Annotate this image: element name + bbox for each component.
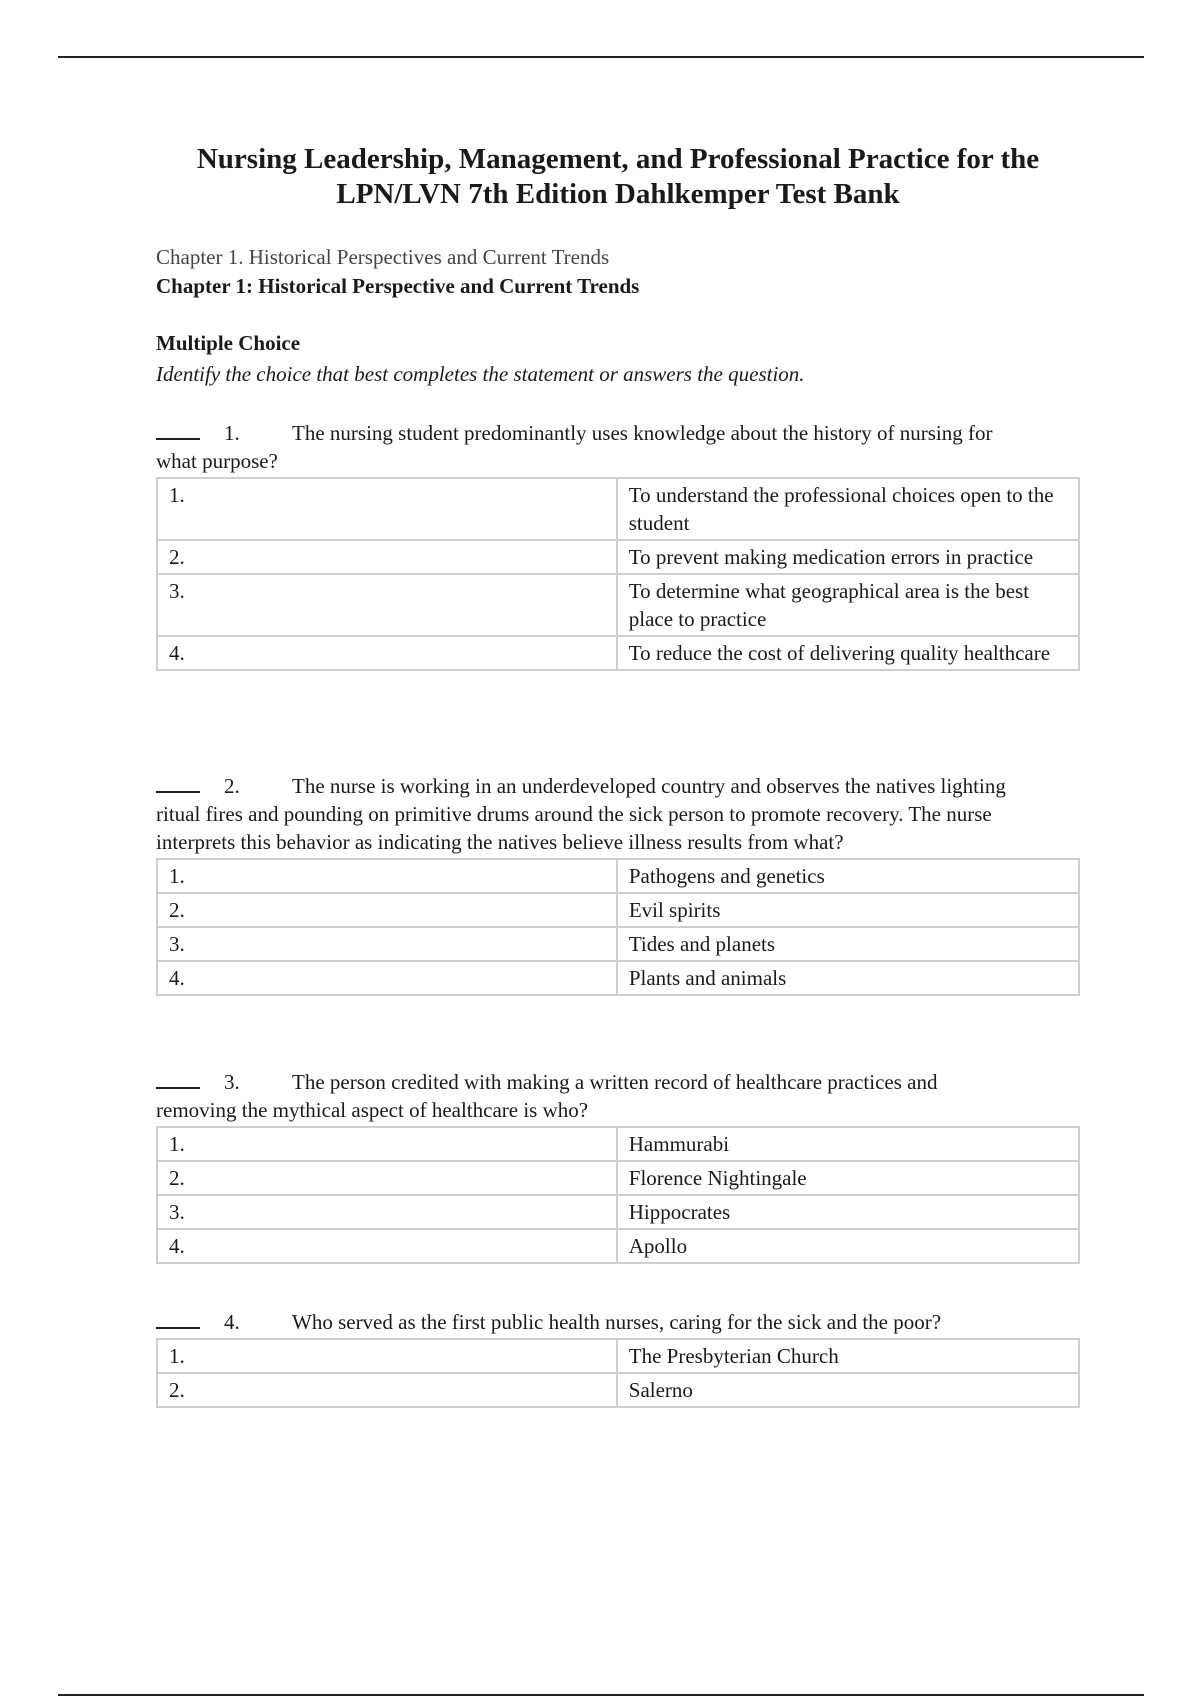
question-stem <box>156 772 1006 856</box>
choice-number: 2. <box>157 893 617 927</box>
choice-row <box>157 893 1079 927</box>
choice-row <box>157 574 1079 636</box>
choice-row <box>157 961 1079 995</box>
choice-number: 4. <box>157 961 617 995</box>
bottom-rule <box>58 1694 1144 1696</box>
choice-text: To determine what geographical area is the best place to practice <box>617 574 1079 636</box>
question-stem <box>156 1308 1006 1336</box>
question-number: 4. <box>224 1310 240 1334</box>
choice-text: Hippocrates <box>617 1195 1079 1229</box>
choice-text: To understand the professional choices open to the student <box>617 478 1079 540</box>
chapter-heading: Chapter 1: Historical Perspective and Current Trends <box>156 274 640 298</box>
question-text: The nursing student predominantly uses knowledge about the history of nursing for what purpose? <box>156 421 993 473</box>
choice-number: 2. <box>157 1161 617 1195</box>
question-3 <box>156 1068 1080 1264</box>
choice-row <box>157 540 1079 574</box>
question-stem <box>156 419 1006 475</box>
question-4 <box>156 1308 1080 1408</box>
title-line-2: LPN/LVN 7th Edition Dahlkemper Test Bank <box>336 178 900 210</box>
answer-blank <box>156 1309 200 1329</box>
choice-number: 1. <box>157 859 617 893</box>
choice-number: 3. <box>157 574 617 636</box>
choice-row <box>157 636 1079 670</box>
choice-row <box>157 1161 1079 1195</box>
choices-table <box>156 477 1080 671</box>
choice-text: Apollo <box>617 1229 1079 1263</box>
choice-number: 1. <box>157 478 617 540</box>
document-title <box>156 142 1080 212</box>
choice-number: 2. <box>157 540 617 574</box>
top-rule <box>58 56 1144 58</box>
choice-row <box>157 1373 1079 1407</box>
answer-blank <box>156 773 200 793</box>
choice-row <box>157 1339 1079 1373</box>
question-number: 3. <box>224 1070 240 1094</box>
question-number: 2. <box>224 774 240 798</box>
title-line-1: Nursing Leadership, Management, and Professional Practice for the <box>196 143 1040 175</box>
section-heading: Multiple Choice <box>156 331 301 355</box>
choices-table <box>156 1338 1080 1408</box>
choice-row <box>157 859 1079 893</box>
question-1 <box>156 419 1080 671</box>
choice-number: 4. <box>157 1229 617 1263</box>
question-text: The person credited with making a written record of healthcare practices and removing the mythical aspect of healthcare is who? <box>156 1070 938 1122</box>
choice-text: The Presbyterian Church <box>617 1339 1079 1373</box>
chapter-subtitle: Chapter 1. Historical Perspectives and Current Trends <box>156 245 610 269</box>
question-text: Who served as the first public health nurses, caring for the sick and the poor? <box>292 1310 942 1334</box>
choice-row <box>157 1127 1079 1161</box>
choice-text: Tides and planets <box>617 927 1079 961</box>
choice-text: Florence Nightingale <box>617 1161 1079 1195</box>
choice-number: 4. <box>157 636 617 670</box>
choices-table <box>156 858 1080 996</box>
choice-text: Evil spirits <box>617 893 1079 927</box>
choice-number: 1. <box>157 1127 617 1161</box>
choice-row <box>157 1195 1079 1229</box>
question-number: 1. <box>224 421 240 445</box>
choice-text: Pathogens and genetics <box>617 859 1079 893</box>
choice-text: Plants and animals <box>617 961 1079 995</box>
choice-row <box>157 927 1079 961</box>
choice-row <box>157 478 1079 540</box>
question-stem <box>156 1068 1006 1124</box>
choice-number: 3. <box>157 1195 617 1229</box>
choice-row <box>157 1229 1079 1263</box>
instructions-text: Identify the choice that best completes the statement or answers the question. <box>156 362 805 386</box>
question-text: The nurse is working in an underdeveloped country and observes the natives lighting ritual fires and pounding on primitive drums around the sick person to promote recovery. The nurse interprets this behavior as indicating the natives believe illness results from what? <box>156 774 1006 854</box>
answer-blank <box>156 420 200 440</box>
choice-text: Hammurabi <box>617 1127 1079 1161</box>
choice-number: 3. <box>157 927 617 961</box>
choice-text: To reduce the cost of delivering quality healthcare <box>617 636 1079 670</box>
choice-text: Salerno <box>617 1373 1079 1407</box>
question-2 <box>156 772 1080 996</box>
choices-table <box>156 1126 1080 1264</box>
answer-blank <box>156 1069 200 1089</box>
choice-number: 1. <box>157 1339 617 1373</box>
choice-number: 2. <box>157 1373 617 1407</box>
choice-text: To prevent making medication errors in practice <box>617 540 1079 574</box>
